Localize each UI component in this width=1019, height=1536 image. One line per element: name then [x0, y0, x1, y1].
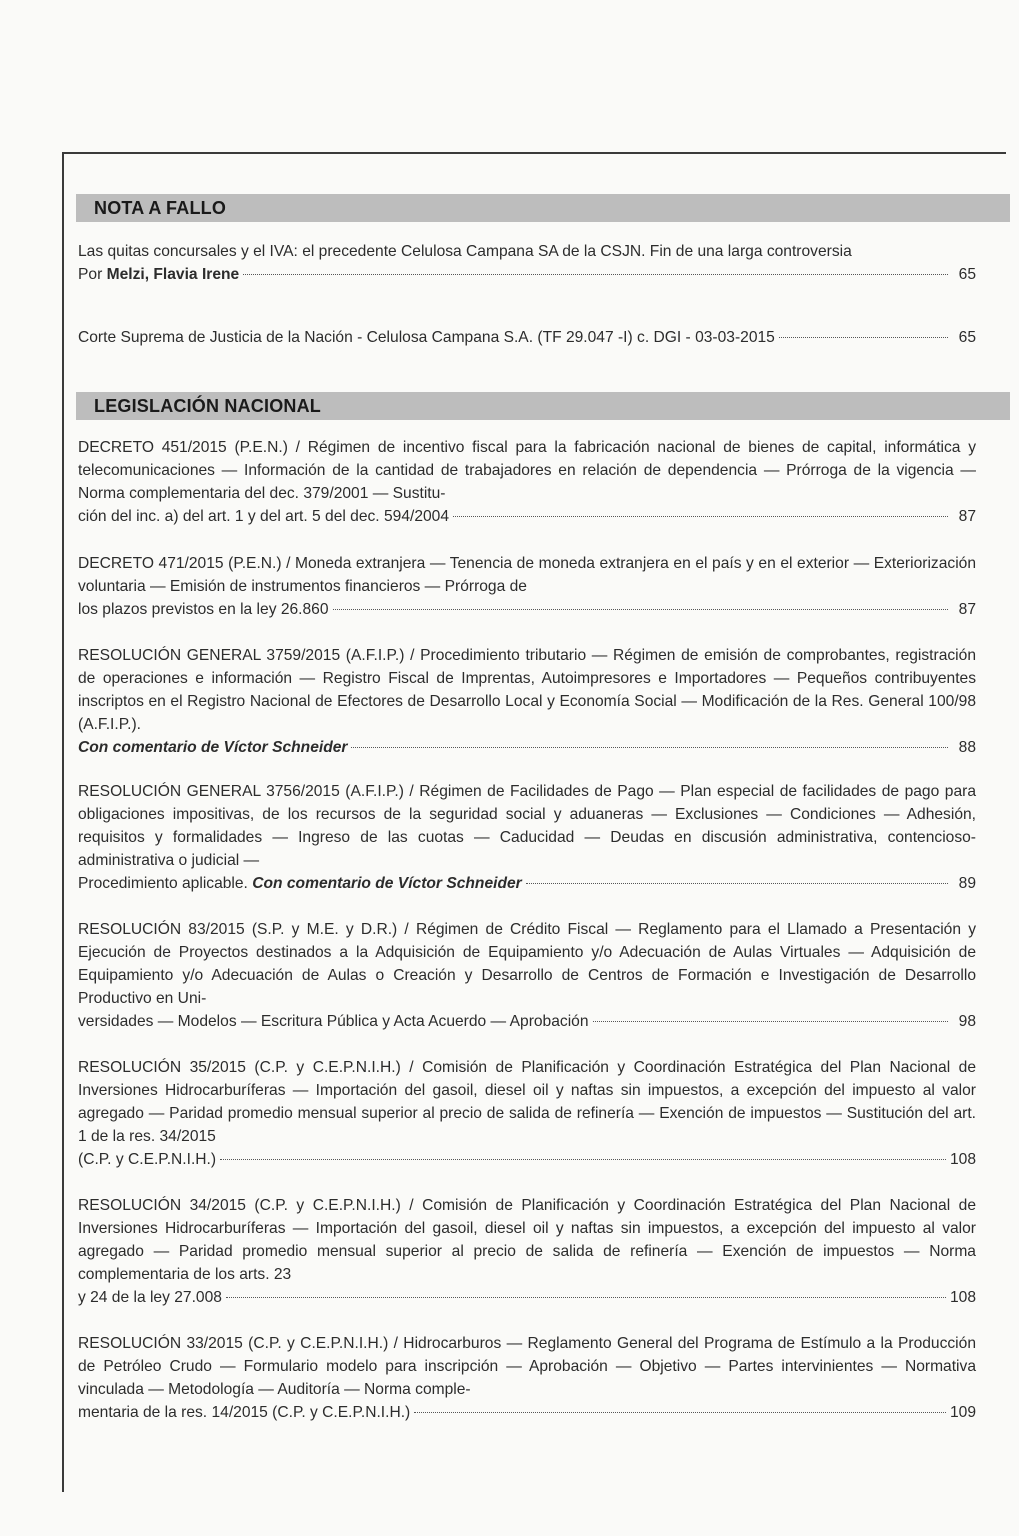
- page-number: 108: [949, 1151, 976, 1168]
- page-number: 98: [958, 1013, 976, 1030]
- page-number: 87: [958, 601, 976, 618]
- toc-entry-res-35[interactable]: [78, 1056, 976, 1171]
- dot-leader: [593, 1021, 948, 1022]
- toc-entry-corte-suprema[interactable]: [78, 326, 976, 349]
- toc-entry-rg-3759[interactable]: [78, 644, 976, 759]
- entry-last-line: [78, 326, 976, 349]
- entry-last-line: (C.P. y C.E.P.N.I.H.) 108: [78, 1148, 976, 1171]
- page-number: 89: [958, 875, 976, 892]
- dot-leader: [526, 883, 948, 884]
- section-title: NOTA A FALLO: [94, 197, 227, 218]
- entry-text: RESOLUCIÓN GENERAL 3759/2015 (A.F.I.P.) / Procedimiento tributario — Régimen de emisión de comprobantes, registración de operaciones e información — Registro Fiscal de Imprentas, Autoimpresores e Importadores — Pequeños contribuyentes inscriptos en el Registro Nacional de Efectores de Desarrollo Local y Economía Social — Modificación de la Res. General 100/98 (A.F.I.P.).: [78, 647, 976, 733]
- commentary-author: Con comentario de Víctor Schneider: [252, 875, 522, 892]
- entry-text: Corte Suprema de Justicia de la Nación - Celulosa Campana S.A. (TF 29.047 -I) c. DGI - 03-03-2015: [78, 329, 775, 346]
- commentary-author: Con comentario de Víctor Schneider: [78, 739, 348, 756]
- toc-entry-rg-3756[interactable]: [78, 780, 976, 895]
- entry-text: DECRETO 471/2015 (P.E.N.) / Moneda extranjera — Tenencia de moneda extranjera en el país y en el exterior — Exteriorización voluntaria — Emisión de instrumentos financieros — Prórroga de: [78, 555, 976, 595]
- dot-leader: [220, 1159, 946, 1160]
- page-number: 109: [949, 1404, 976, 1421]
- entry-last-line: y 24 de la ley 27.008 108: [78, 1286, 976, 1309]
- entry-last-line: mentaria de la res. 14/2015 (C.P. y C.E.P.N.I.H.) 109: [78, 1401, 976, 1424]
- entry-last-line: Procedimiento aplicable. Con comentario de Víctor Schneider 89: [78, 872, 976, 895]
- dot-leader: [779, 337, 948, 338]
- author-prefix: Por: [78, 266, 107, 283]
- entry-text: DECRETO 451/2015 (P.E.N.) / Régimen de incentivo fiscal para la fabricación nacional de bienes de capital, informática y telecomunicaciones — Información de la cantidad de trabajadores en relación de dependencia — Prórroga de la vigencia — Norma complementaria del dec. 379/2001 — Sustitu-: [78, 439, 976, 502]
- toc-entry-nota-fallo[interactable]: [78, 240, 976, 286]
- entry-text: RESOLUCIÓN 83/2015 (S.P. y M.E. y D.R.) / Régimen de Crédito Fiscal — Reglamento para el Llamado a Presentación y Ejecución de Proyectos destinados a la Adquisición de Equipamiento y/o Adecuación de Aulas Virtuales — Adquisición de Equipamiento y/o Adecuación de Aulas o Creación y Desarrollo de Centros de Formación e Investigación de Desarrollo Productivo en Uni-: [78, 921, 976, 1007]
- section-title: LEGISLACIÓN NACIONAL: [94, 395, 321, 416]
- entry-last-line: ción del inc. a) del art. 1 y del art. 5 del dec. 594/2004 87: [78, 505, 976, 528]
- toc-entry-res-34[interactable]: [78, 1194, 976, 1309]
- dot-leader: [333, 609, 948, 610]
- entry-last-line: [78, 263, 976, 286]
- entry-text: RESOLUCIÓN 35/2015 (C.P. y C.E.P.N.I.H.) / Comisión de Planificación y Coordinación Estratégica del Plan Nacional de Inversiones Hidrocarburíferas — Importación del gasoil, diesel oil y naftas sin impuestos, a excepción del impuesto al valor agregado — Paridad promedio mensual superior al precio de salida de refinería — Exención de impuestos — Sustitución del art. 1 de la res. 34/2015: [78, 1059, 976, 1145]
- page-number: 65: [958, 266, 976, 283]
- page-number: 88: [958, 739, 976, 756]
- entry-text: Las quitas concursales y el IVA: el precedente Celulosa Campana SA de la CSJN. Fin de una larga controversia: [78, 243, 852, 260]
- page-number: 65: [958, 329, 976, 346]
- toc-entry-res-83[interactable]: [78, 918, 976, 1033]
- page-number: 87: [958, 508, 976, 525]
- dot-leader: [243, 274, 948, 275]
- entry-text: RESOLUCIÓN 34/2015 (C.P. y C.E.P.N.I.H.) / Comisión de Planificación y Coordinación Estratégica del Plan Nacional de Inversiones Hidrocarburíferas — Importación del gasoil, diesel oil y naftas sin impuestos, a excepción del impuesto al valor agregado — Paridad promedio mensual superior al precio de salida de refinería — Exención de impuestos — Norma complementaria de los arts. 23: [78, 1197, 976, 1283]
- entry-last-line: [78, 736, 976, 759]
- entry-last-line: los plazos previstos en la ley 26.860 87: [78, 598, 976, 621]
- entry-text: RESOLUCIÓN GENERAL 3756/2015 (A.F.I.P.) / Régimen de Facilidades de Pago — Plan especial de facilidades de pago para obligaciones impositivas, de los recursos de la seguridad social y aduaneras — Exclusiones — Condiciones — Adhesión, requisitos y formalidades — Ingreso de las cuotas — Caducidad — Deudas en discusión administrativa, contencioso-administrativa o judicial —: [78, 783, 976, 869]
- toc-entry-res-33[interactable]: [78, 1332, 976, 1424]
- author-name: Melzi, Flavia Irene: [106, 266, 240, 283]
- toc-entry-decreto-471[interactable]: [78, 552, 976, 621]
- dot-leader: [453, 516, 948, 517]
- entry-text: RESOLUCIÓN 33/2015 (C.P. y C.E.P.N.I.H.) / Hidrocarburos — Reglamento General del Programa de Estímulo a la Producción de Petróleo Crudo — Formulario modelo para inscripción — Aprobación — Objetivo — Partes intervinientes — Normativa vinculada — Metodología — Auditoría — Norma comple-: [78, 1335, 976, 1398]
- dot-leader: [226, 1297, 946, 1298]
- toc-entry-decreto-451[interactable]: [78, 436, 976, 528]
- section-header-legislacion-nacional: [76, 392, 1010, 420]
- page-number: 108: [949, 1289, 976, 1306]
- section-header-nota-a-fallo: [76, 194, 1010, 222]
- dot-leader: [351, 747, 948, 748]
- dot-leader: [414, 1412, 946, 1413]
- entry-last-line: versidades — Modelos — Escritura Pública y Acta Acuerdo — Aprobación 98: [78, 1010, 976, 1033]
